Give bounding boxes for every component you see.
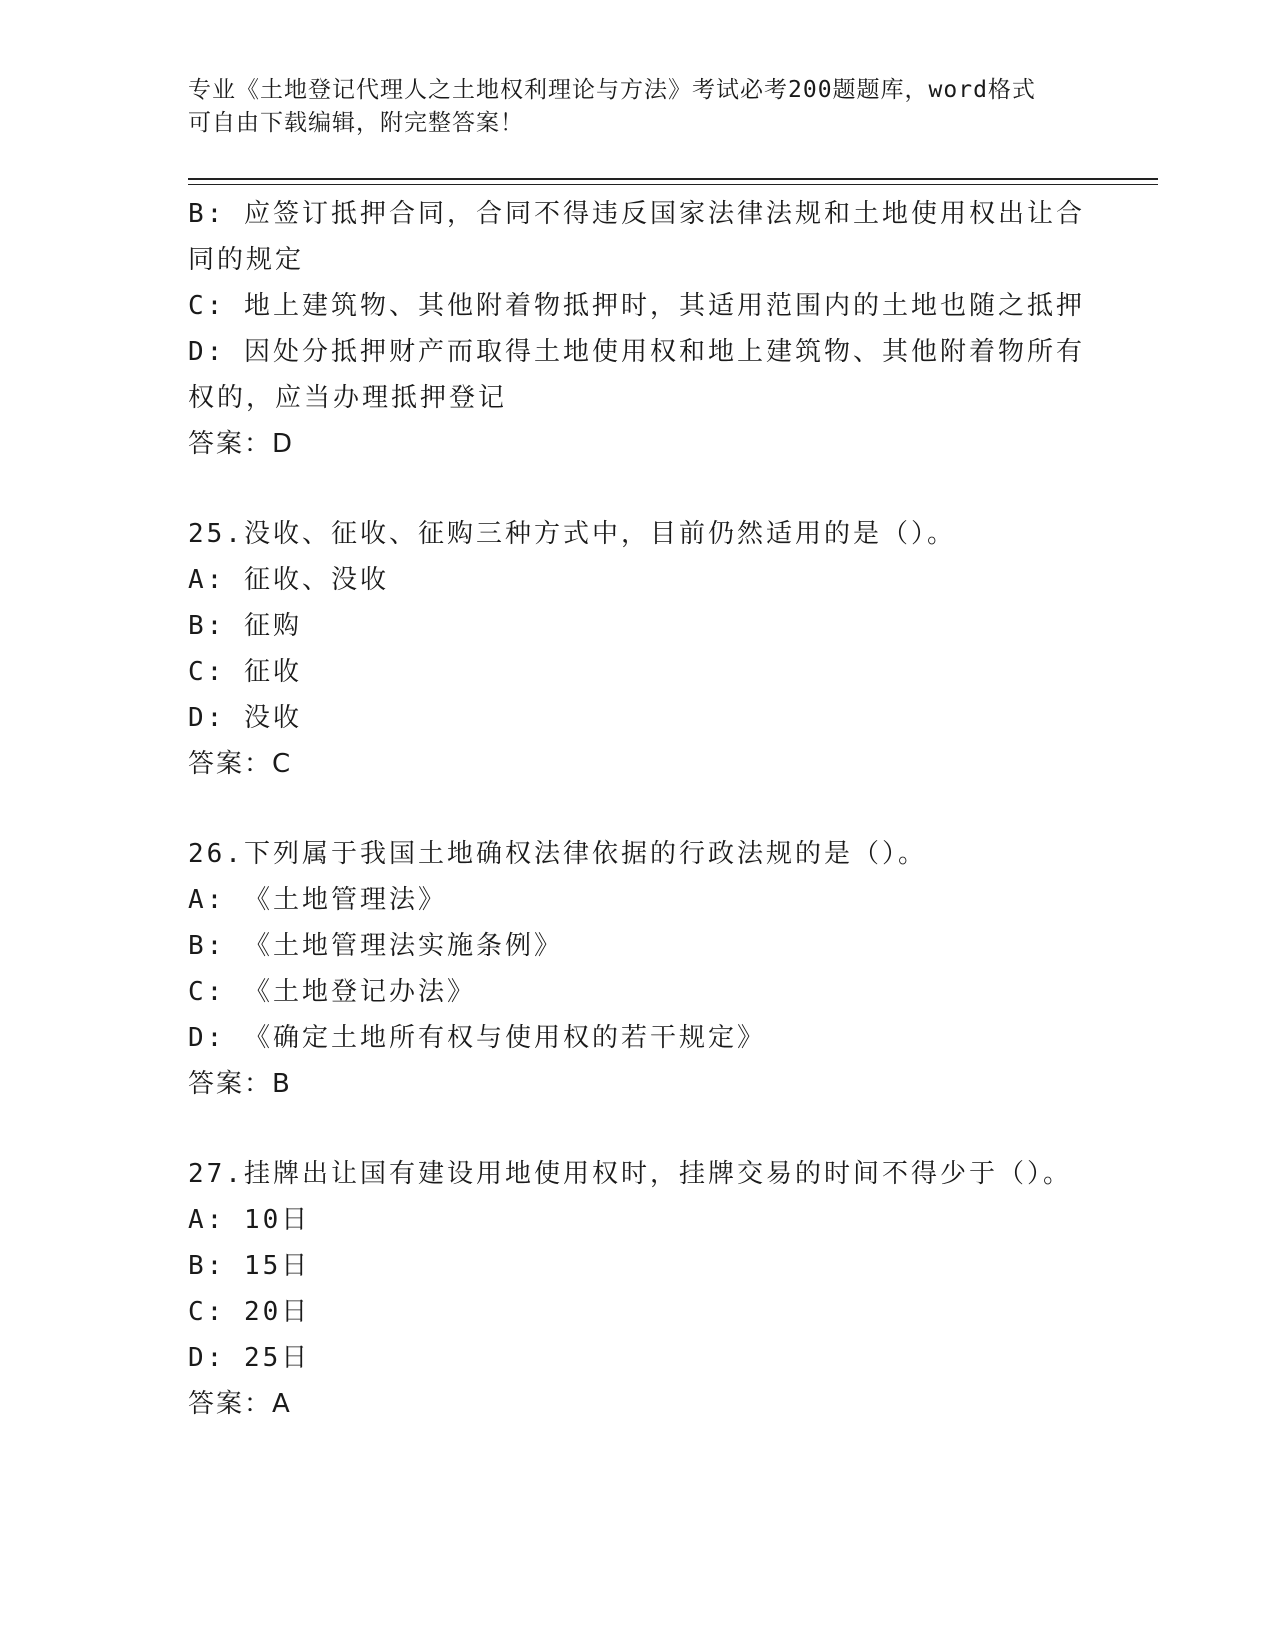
option-a: A: 10日 xyxy=(188,1205,311,1235)
option-d: D: 《确定土地所有权与使用权的若干规定》 xyxy=(188,1023,766,1053)
option-d: D: 25日 xyxy=(188,1343,311,1373)
option-b-line-2: 同的规定 xyxy=(188,245,305,275)
option-b-line-1: B: 应签订抵押合同，合同不得违反国家法律法规和土地使用权出让合 xyxy=(188,199,1085,229)
option-d: D: 没收 xyxy=(188,703,302,733)
option-a: A: 征收、没收 xyxy=(188,565,389,595)
option-b: B: 《土地管理法实施条例》 xyxy=(188,931,563,961)
carryover-question xyxy=(188,191,1088,467)
question-text: 26.下列属于我国土地确权法律依据的行政法规的是（）。 xyxy=(188,839,927,869)
option-c: C: 征收 xyxy=(188,657,302,687)
option-a: A: 《土地管理法》 xyxy=(188,885,447,915)
question-text: 25.没收、征收、征购三种方式中，目前仍然适用的是（）。 xyxy=(188,519,956,549)
question-27 xyxy=(188,1151,1088,1427)
header-line-1: 专业《土地登记代理人之土地权利理论与方法》考试必考200题题库，word格式 xyxy=(188,77,1036,103)
header-divider-thick xyxy=(188,178,1158,180)
answer-label: 答案：B xyxy=(188,1069,292,1099)
question-text: 27.挂牌出让国有建设用地使用权时，挂牌交易的时间不得少于（）。 xyxy=(188,1159,1072,1189)
option-d-line-1: D: 因处分抵押财产而取得土地使用权和地上建筑物、其他附着物所有 xyxy=(188,337,1085,367)
question-26 xyxy=(188,831,1088,1107)
option-b: B: 15日 xyxy=(188,1251,311,1281)
spacer xyxy=(188,1107,1088,1151)
option-c: C: 地上建筑物、其他附着物抵押时，其适用范围内的土地也随之抵押 xyxy=(188,291,1085,321)
option-b: B: 征购 xyxy=(188,611,302,641)
header-divider-thin xyxy=(188,184,1158,185)
question-25 xyxy=(188,511,1088,787)
option-c: C: 《土地登记办法》 xyxy=(188,977,476,1007)
answer-label: 答案：A xyxy=(188,1389,292,1419)
document-header xyxy=(188,74,1068,140)
option-c: C: 20日 xyxy=(188,1297,311,1327)
answer-label: 答案：D xyxy=(188,429,295,459)
answer-label: 答案：C xyxy=(188,749,293,779)
header-line-2: 可自由下载编辑，附完整答案！ xyxy=(188,110,524,136)
spacer xyxy=(188,467,1088,511)
option-d-line-2: 权的，应当办理抵押登记 xyxy=(188,383,508,413)
spacer xyxy=(188,787,1088,831)
question-content xyxy=(188,191,1088,1427)
